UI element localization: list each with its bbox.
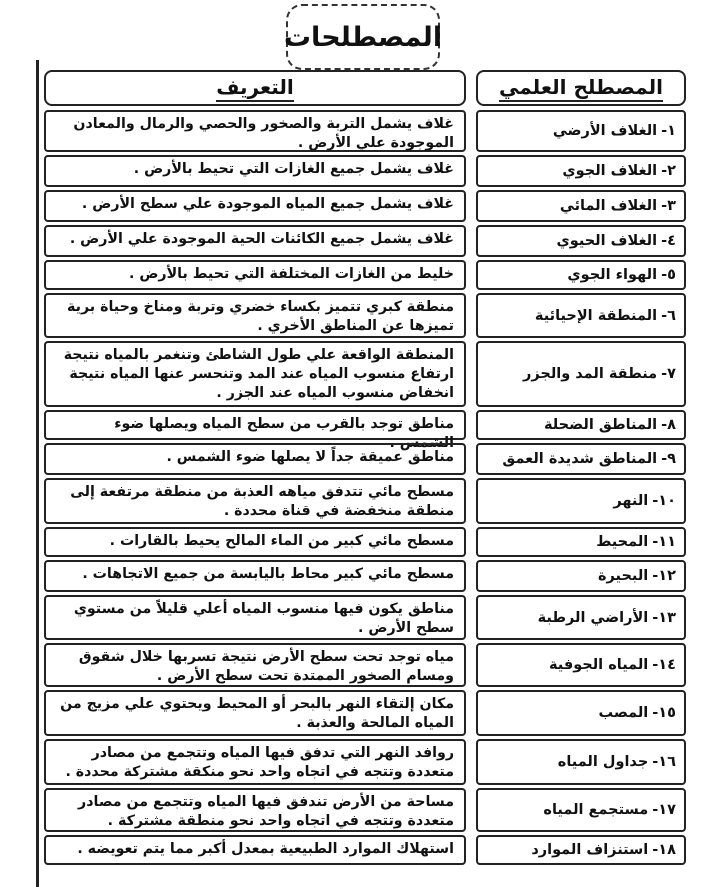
term-cell [476,190,686,222]
definition-cell: خليط من الغازات المختلفة التي تحيط بالأرض . [44,260,466,290]
term-cell [476,225,686,257]
term-cell [476,739,686,785]
definition-cell: مساحة من الأرض تندفق فيها المياه وتتجمع من مصادر متعددة وتتجه في اتجاه واحد نحو منطقة مشتركة . [44,788,466,832]
term-number: ١٧- [652,802,676,818]
terms-table [44,70,686,865]
term-name: الأراضي الرطبة [537,609,649,626]
definition-cell: مناطق توجد بالقرب من سطح المياه ويصلها ضوء الشمس . [44,410,466,440]
term-number: ٨- [661,417,676,433]
term-cell [476,527,686,557]
term-cell [476,155,686,187]
definition-cell: مسطح مائي كبير من الماء المالح يحيط بالقارات . [44,527,466,557]
term-cell [476,110,686,152]
term-cell [476,410,686,440]
term-name: المناطق الضحلة [543,417,658,433]
term-cell [476,690,686,736]
table-row [44,478,686,524]
definition-cell: مياه توجد تحت سطح الأرض نتيجة تسربها خلال شقوق ومسام الصخور الممتدة تحت سطح الأرض . [44,643,466,687]
term-number: ١٠- [652,493,676,509]
term-number: ٤- [661,233,676,249]
table-row [44,190,686,222]
term-number: ١٢- [652,568,676,584]
term-cell [476,643,686,687]
title-box [283,4,443,70]
term-name: المحيط [596,534,649,550]
table-row [44,341,686,407]
term-number: ٩- [661,451,676,467]
table-row [44,690,686,736]
table-header [44,70,686,106]
table-row [44,260,686,290]
term-number: ١٦- [652,754,676,770]
term-name: منطقة المد والجزر [523,366,658,382]
term-number: ١- [661,123,676,139]
term-number: ١٨- [652,842,676,858]
definition-cell: غلاف يشمل جميع الغازات التي تحيط بالأرض . [44,155,466,187]
term-cell [476,560,686,592]
term-number: ٦- [661,307,676,324]
term-number: ٥- [661,267,676,283]
table-row [44,110,686,152]
term-cell [476,788,686,832]
term-name: البحيرة [597,568,649,584]
table-row [44,443,686,475]
table-row [44,527,686,557]
term-name: الغلاف الحيوي [556,233,658,249]
table-row [44,560,686,592]
term-cell [476,443,686,475]
term-name: مستجمع المياه [543,802,649,818]
table-row [44,155,686,187]
definition-cell: مناطق يكون فيها منسوب المياه أعلي قليلاً من مستوي سطح الأرض . [44,595,466,640]
term-name: المناطق شديدة العمق [502,451,658,467]
table-row [44,293,686,338]
term-cell [476,835,686,865]
term-name: استنزاف الموارد [531,842,649,858]
definition-cell: غلاف يشمل جميع المياه الموجودة علي سطح الأرض . [44,190,466,222]
term-cell [476,478,686,524]
table-row [44,225,686,257]
definition-cell: غلاف يشمل جميع الكائنات الحية الموجودة علي الأرض . [44,225,466,257]
definition-cell: مكان إلتقاء النهر بالبحر أو المحيط ويحتوي علي مزيج من المياه المالحة والعذبة . [44,690,466,736]
header-term: المصطلح العلمي [499,75,663,102]
definition-cell: مناطق عميقة جداً لا يصلها ضوء الشمس . [44,443,466,475]
table-row [44,410,686,451]
term-number: ١٤- [652,657,676,673]
table-row [44,788,686,832]
definition-cell: مسطح مائي تتدفق مياهه العذبة من منطقة مرتفعة إلى منطقة منخفضة في قناة محددة . [44,478,466,524]
term-name: الغلاف المائي [559,198,658,214]
term-number: ٣- [661,198,676,214]
page-title: المصطلحات [283,21,443,53]
term-name: الغلاف الأرضي [552,123,658,139]
term-number: ١٣- [652,609,676,626]
definition-cell: المنطقة الواقعة علي طول الشاطئ وتنغمر بالمياه نتيجة ارتفاع منسوب المياه عند المد وتنحسر عنها المياه نتيجة انخفاض منسوب المياه عند الجزر . [44,341,466,407]
header-definition: التعريف [216,75,294,102]
term-name: الهواء الجوي [567,267,658,283]
term-number: ١٥- [652,705,676,721]
definition-cell: استهلاك الموارد الطبيعية بمعدل أكبر مما يتم تعويضه . [44,835,466,865]
term-number: ١١- [652,534,676,550]
definition-cell: غلاف يشمل التربة والصخور والحصي والرمال والمعادن الموجودة علي الأرض . [44,110,466,152]
term-name: المنطقة الإحيائية [534,307,658,324]
term-cell [476,341,686,407]
term-cell [476,595,686,640]
table-row [44,643,686,687]
term-name: جداول المياه [557,754,649,770]
header-definition-cell [44,70,466,106]
table-row [44,739,686,785]
term-name: المياه الجوفية [548,657,649,673]
term-name: الغلاف الجوي [562,163,658,179]
definition-cell: منطقة كبري تتميز بكساء خضري وتربة ومناخ وحياة برية تميزها عن المناطق الأخري . [44,293,466,338]
page-border [36,60,39,887]
term-name: النهر [613,493,649,509]
definition-cell: روافد النهر التي تدفق فيها المياه وتتجمع من مصادر متعددة وتتجه في اتجاه واحد نحو منكقة مشتركة محددة . [44,739,466,785]
term-cell [476,260,686,290]
definition-cell: مسطح مائي كبير محاط باليابسة من جميع الاتجاهات . [44,560,466,592]
header-term-cell [476,70,686,106]
term-cell [476,293,686,338]
term-number: ٧- [661,366,676,382]
term-number: ٢- [661,163,676,179]
table-row [44,835,686,865]
table-row [44,595,686,640]
term-name: المصب [598,705,649,721]
